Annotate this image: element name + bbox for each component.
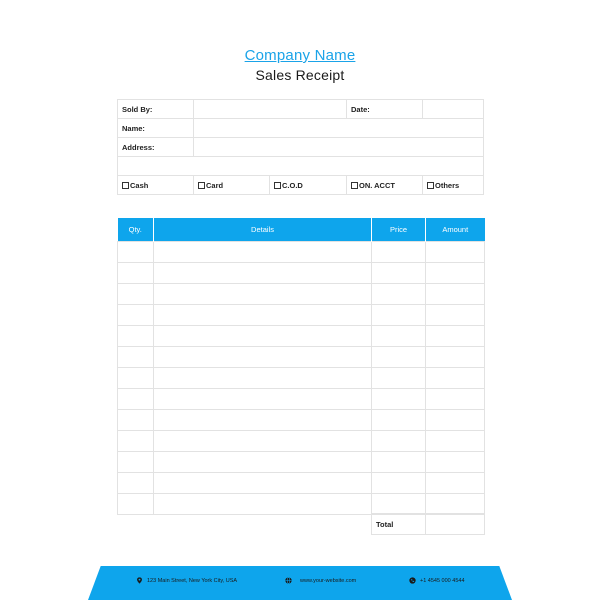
table-row <box>118 326 485 347</box>
price-cell[interactable] <box>372 494 426 515</box>
footer-address <box>136 577 237 584</box>
details-cell[interactable] <box>154 263 372 284</box>
amount-cell[interactable] <box>426 284 485 305</box>
table-row <box>118 494 485 515</box>
payment-option-card[interactable]: Card <box>194 176 270 195</box>
qty-cell[interactable] <box>118 494 154 515</box>
table-row <box>118 284 485 305</box>
details-cell[interactable] <box>154 368 372 389</box>
qty-cell[interactable] <box>118 473 154 494</box>
name-field[interactable] <box>194 119 484 138</box>
items-table <box>117 218 485 515</box>
details-cell[interactable] <box>154 326 372 347</box>
details-cell[interactable] <box>154 305 372 326</box>
amount-cell[interactable] <box>426 326 485 347</box>
checkbox-icon[interactable] <box>198 182 205 189</box>
details-cell[interactable] <box>154 347 372 368</box>
column-header-details: Details <box>154 218 372 242</box>
qty-cell[interactable] <box>118 284 154 305</box>
price-cell[interactable] <box>372 473 426 494</box>
phone-icon <box>409 577 416 584</box>
page-title: Sales Receipt <box>255 67 345 83</box>
price-cell[interactable] <box>372 284 426 305</box>
qty-cell[interactable] <box>118 368 154 389</box>
table-row <box>118 305 485 326</box>
table-row <box>118 263 485 284</box>
qty-cell[interactable] <box>118 242 154 263</box>
table-row <box>118 452 485 473</box>
total-amount-field[interactable] <box>426 514 485 535</box>
amount-cell[interactable] <box>426 263 485 284</box>
price-cell[interactable] <box>372 452 426 473</box>
amount-cell[interactable] <box>426 431 485 452</box>
price-cell[interactable] <box>372 347 426 368</box>
qty-cell[interactable] <box>118 452 154 473</box>
checkbox-icon[interactable] <box>427 182 434 189</box>
sold-by-field[interactable] <box>194 100 347 119</box>
qty-cell[interactable] <box>118 389 154 410</box>
checkbox-icon[interactable] <box>274 182 281 189</box>
amount-cell[interactable] <box>426 452 485 473</box>
qty-cell[interactable] <box>118 305 154 326</box>
details-cell[interactable] <box>154 284 372 305</box>
table-row <box>118 347 485 368</box>
address-field[interactable] <box>194 138 484 157</box>
footer-website <box>285 577 356 584</box>
name-label: Name: <box>118 119 194 138</box>
payment-option-on-acct[interactable]: ON. ACCT <box>347 176 423 195</box>
qty-cell[interactable] <box>118 326 154 347</box>
amount-cell[interactable] <box>426 347 485 368</box>
price-cell[interactable] <box>372 326 426 347</box>
sold-by-label: Sold By: <box>118 100 194 119</box>
price-cell[interactable] <box>372 431 426 452</box>
footer-phone <box>409 577 465 584</box>
column-header-qty: Qty. <box>118 218 154 242</box>
column-header-amount: Amount <box>426 218 485 242</box>
amount-cell[interactable] <box>426 410 485 431</box>
amount-cell[interactable] <box>426 473 485 494</box>
details-cell[interactable] <box>154 473 372 494</box>
location-icon <box>136 577 143 584</box>
address-field-line2[interactable] <box>118 157 484 176</box>
amount-cell[interactable] <box>426 305 485 326</box>
footer-phone-text: +1 4545 000 4544 <box>420 577 465 584</box>
total-label: Total <box>372 514 426 535</box>
price-cell[interactable] <box>372 410 426 431</box>
items-table-header <box>118 218 485 242</box>
amount-cell[interactable] <box>426 368 485 389</box>
amount-cell[interactable] <box>426 389 485 410</box>
table-row <box>118 389 485 410</box>
payment-methods-row <box>118 176 484 195</box>
details-cell[interactable] <box>154 410 372 431</box>
table-row <box>118 368 485 389</box>
details-cell[interactable] <box>154 431 372 452</box>
payment-option-cash[interactable]: Cash <box>118 176 194 195</box>
price-cell[interactable] <box>372 305 426 326</box>
table-row <box>118 242 485 263</box>
checkbox-icon[interactable] <box>351 182 358 189</box>
company-name: Company Name <box>244 47 356 64</box>
date-label: Date: <box>347 100 423 119</box>
amount-cell[interactable] <box>426 242 485 263</box>
price-cell[interactable] <box>372 242 426 263</box>
price-cell[interactable] <box>372 368 426 389</box>
payment-option-others[interactable]: Others <box>423 176 484 195</box>
details-cell[interactable] <box>154 242 372 263</box>
price-cell[interactable] <box>372 263 426 284</box>
qty-cell[interactable] <box>118 410 154 431</box>
checkbox-icon[interactable] <box>122 182 129 189</box>
table-row <box>118 473 485 494</box>
customer-info-table <box>117 99 484 195</box>
details-cell[interactable] <box>154 389 372 410</box>
date-field[interactable] <box>423 100 484 119</box>
column-header-price: Price <box>372 218 426 242</box>
amount-cell[interactable] <box>426 494 485 515</box>
payment-option-cod[interactable]: C.O.D <box>270 176 347 195</box>
footer-website-text[interactable]: www.your-website.com <box>300 577 357 584</box>
table-row <box>118 431 485 452</box>
qty-cell[interactable] <box>118 431 154 452</box>
total-table <box>371 513 485 535</box>
details-cell[interactable] <box>154 494 372 515</box>
qty-cell[interactable] <box>118 263 154 284</box>
address-label: Address: <box>118 138 194 157</box>
details-cell[interactable] <box>154 452 372 473</box>
table-row <box>118 410 485 431</box>
footer-address-text: 123 Main Street, New York City, USA <box>147 577 238 584</box>
price-cell[interactable] <box>372 389 426 410</box>
globe-icon <box>285 577 292 584</box>
qty-cell[interactable] <box>118 347 154 368</box>
